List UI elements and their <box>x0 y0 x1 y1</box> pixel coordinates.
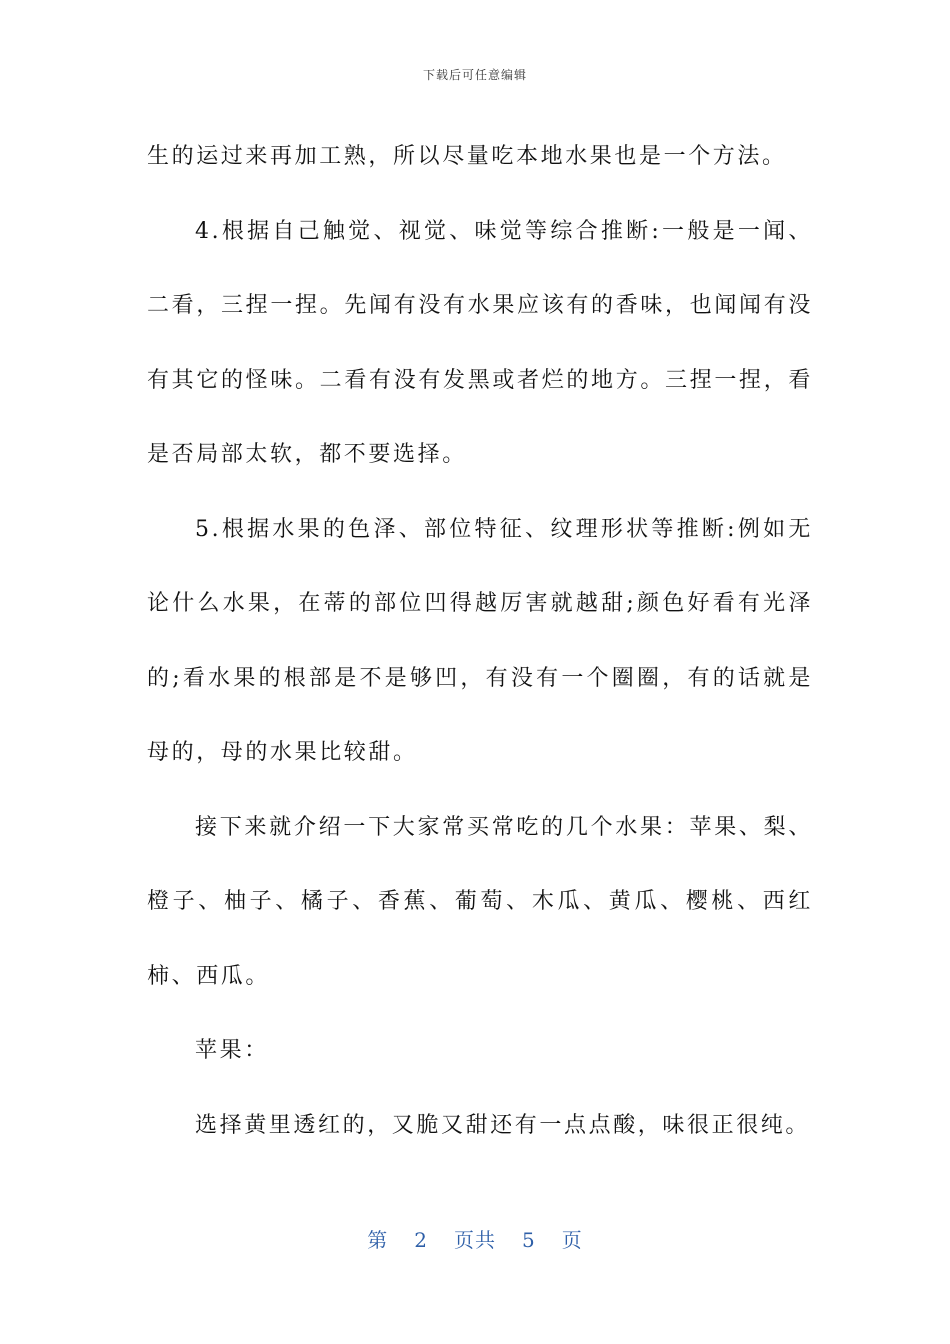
header-note: 下载后可任意编辑 <box>422 68 527 82</box>
document-body <box>147 120 813 1163</box>
footer-prefix: 第 <box>367 1228 389 1252</box>
footer-suffix: 页 <box>561 1228 583 1252</box>
footer-middle: 页共 <box>454 1228 496 1252</box>
section-heading-apple: 苹果： <box>195 1038 269 1063</box>
paragraph-continuation: 生的运过来再加工熟，所以尽量吃本地水果也是一个方法。 <box>147 144 787 169</box>
paragraph-point-5: 5.根据水果的色泽、部位特征、纹理形状等推断:例如无论什么水果，在蒂的部位凹得越厉害就越甜;颜色好看有光泽的;看水果的根部是不是够凹，有没有一个圈圈，有的话就是母的，母的水果比较甜。 <box>147 516 813 765</box>
paragraph-fruit-intro: 接下来就介绍一下大家常买常吃的几个水果：苹果、梨、橙子、柚子、橘子、香蕉、葡萄、木瓜、黄瓜、樱桃、西红柿、西瓜。 <box>147 814 813 989</box>
total-page-number: 5 <box>522 1228 536 1252</box>
page-number-footer <box>0 1224 950 1253</box>
current-page-number: 2 <box>414 1228 428 1252</box>
paragraph-point-4: 4.根据自己触觉、视觉、味觉等综合推断:一般是一闻、二看，三捏一捏。先闻有没有水果应该有的香味，也闻闻有没有其它的怪味。二看有没有发黑或者烂的地方。三捏一捏，看是否局部太软，都不要选择。 <box>147 218 813 467</box>
paragraph-apple-tip: 选择黄里透红的，又脆又甜还有一点点酸，味很正很纯。 <box>195 1112 811 1138</box>
